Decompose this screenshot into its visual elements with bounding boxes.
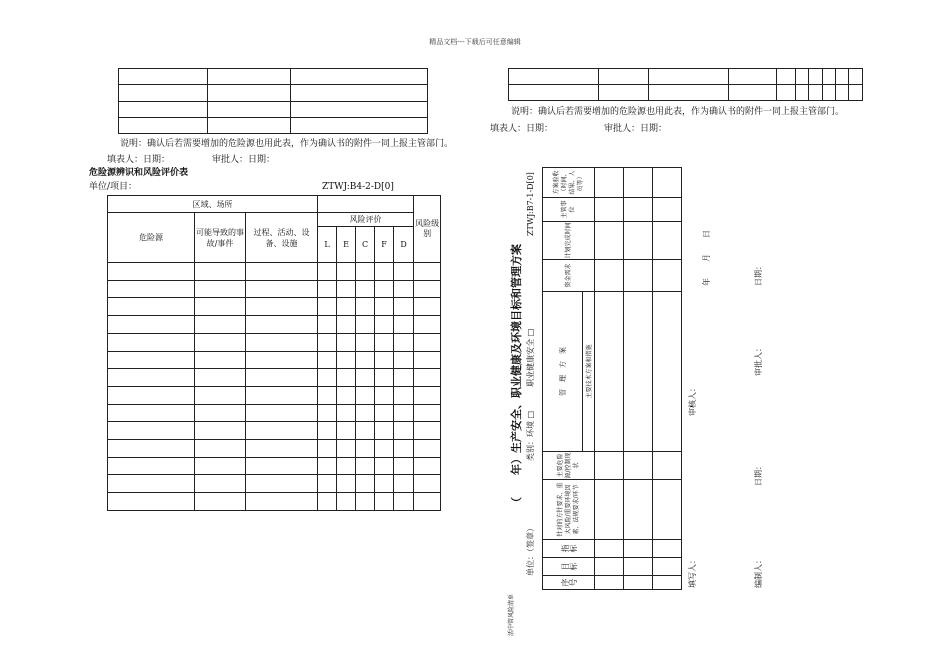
col-E: E bbox=[337, 227, 356, 263]
table-row bbox=[108, 351, 441, 369]
hazard-table bbox=[107, 195, 441, 511]
table-row bbox=[108, 493, 441, 511]
col-measures: 主要技术方案和措施 bbox=[583, 292, 595, 452]
table-row bbox=[108, 333, 441, 351]
plan-approver: 审批人： bbox=[754, 344, 763, 376]
col-funds: 资金需求 bbox=[543, 260, 595, 292]
unit-label: 单位/项目： bbox=[89, 182, 138, 192]
table-row bbox=[108, 280, 441, 298]
table-row bbox=[108, 457, 441, 475]
right-filler: 填表人：日期： bbox=[490, 124, 554, 134]
table-row bbox=[108, 263, 441, 281]
table-row bbox=[108, 422, 441, 440]
form-title: 危险源辨识和风险评价表 bbox=[89, 168, 189, 178]
col-L: L bbox=[318, 227, 337, 263]
plan-date2: 日期： bbox=[754, 262, 763, 286]
col-basis: 针对的方针要求、重大风险/重要环境因素、法规要求/环节 bbox=[543, 480, 595, 540]
col-dept: 主管事位 bbox=[543, 198, 595, 222]
table-row bbox=[108, 369, 441, 387]
right-top-table bbox=[508, 68, 863, 101]
col-indicator: 指标 bbox=[543, 540, 595, 558]
plan-side-note: 活中管风险清单 bbox=[508, 593, 515, 636]
form-code: ZTWJ:B4-2-D[0] bbox=[322, 182, 394, 192]
right-approver: 审批人：日期： bbox=[604, 124, 668, 134]
col-level: 风险级别 bbox=[414, 196, 441, 263]
table-row bbox=[108, 404, 441, 422]
col-risk-eval: 风险评价 bbox=[318, 213, 414, 227]
plan-reviewer: 审核人： bbox=[688, 384, 697, 416]
left-note: 说明：确认后若需要增加的危险源也用此表，作为确认书的附件一同上报主管部门。 bbox=[120, 139, 454, 149]
left-top-table bbox=[118, 68, 428, 134]
col-schedule: 计划完成时间 bbox=[543, 222, 595, 260]
col-check: 方案验收（时间、结果、人员等） bbox=[543, 168, 595, 198]
col-plan: 管 理 方 案 bbox=[543, 292, 583, 452]
col-target: 目标 bbox=[543, 558, 595, 576]
plan-date: 日期： bbox=[754, 462, 763, 486]
plan-category: 类别：环境 □ 职业健康安全 □ bbox=[526, 328, 535, 461]
page-header: 精品文档---下载后可任意编辑 bbox=[429, 38, 521, 46]
right-note: 说明：确认后若需要增加的危险源也用此表，作为确认书的附件一同上报主管部门。 bbox=[511, 107, 845, 117]
plan-fill-notes: 填写人： bbox=[688, 556, 697, 588]
col-F: F bbox=[375, 227, 394, 263]
plan-unit: 单位：（签章） bbox=[526, 524, 535, 576]
left-filler: 填表人：日期： bbox=[107, 155, 171, 165]
plan-code: ZTWJ:B7-1-D[0] bbox=[526, 172, 535, 236]
table-row bbox=[108, 475, 441, 493]
plan-date-ym: 年 月 日 bbox=[702, 230, 711, 286]
plan-editor: 编制人： bbox=[754, 556, 763, 588]
col-accident: 可能导致的事故/事件 bbox=[195, 213, 246, 263]
table-row bbox=[108, 440, 441, 458]
col-area: 区域、场所 bbox=[108, 196, 318, 213]
plan-table bbox=[542, 167, 682, 590]
col-D: D bbox=[394, 227, 414, 263]
table-row bbox=[108, 316, 441, 334]
table-row bbox=[108, 298, 441, 316]
rotated-plan-page bbox=[502, 151, 772, 646]
col-C: C bbox=[356, 227, 375, 263]
col-seq: 序号 bbox=[543, 576, 595, 590]
table-row bbox=[108, 386, 441, 404]
plan-title: （ 年）生产安全、职业健康及环境目标和管理方案 bbox=[510, 244, 523, 508]
col-main: 主要危险源/控制现状 bbox=[543, 452, 595, 480]
col-hazard: 危险源 bbox=[108, 213, 195, 263]
left-approver: 审批人：日期： bbox=[212, 155, 276, 165]
col-process: 过程、活动、设备、设施 bbox=[246, 213, 318, 263]
